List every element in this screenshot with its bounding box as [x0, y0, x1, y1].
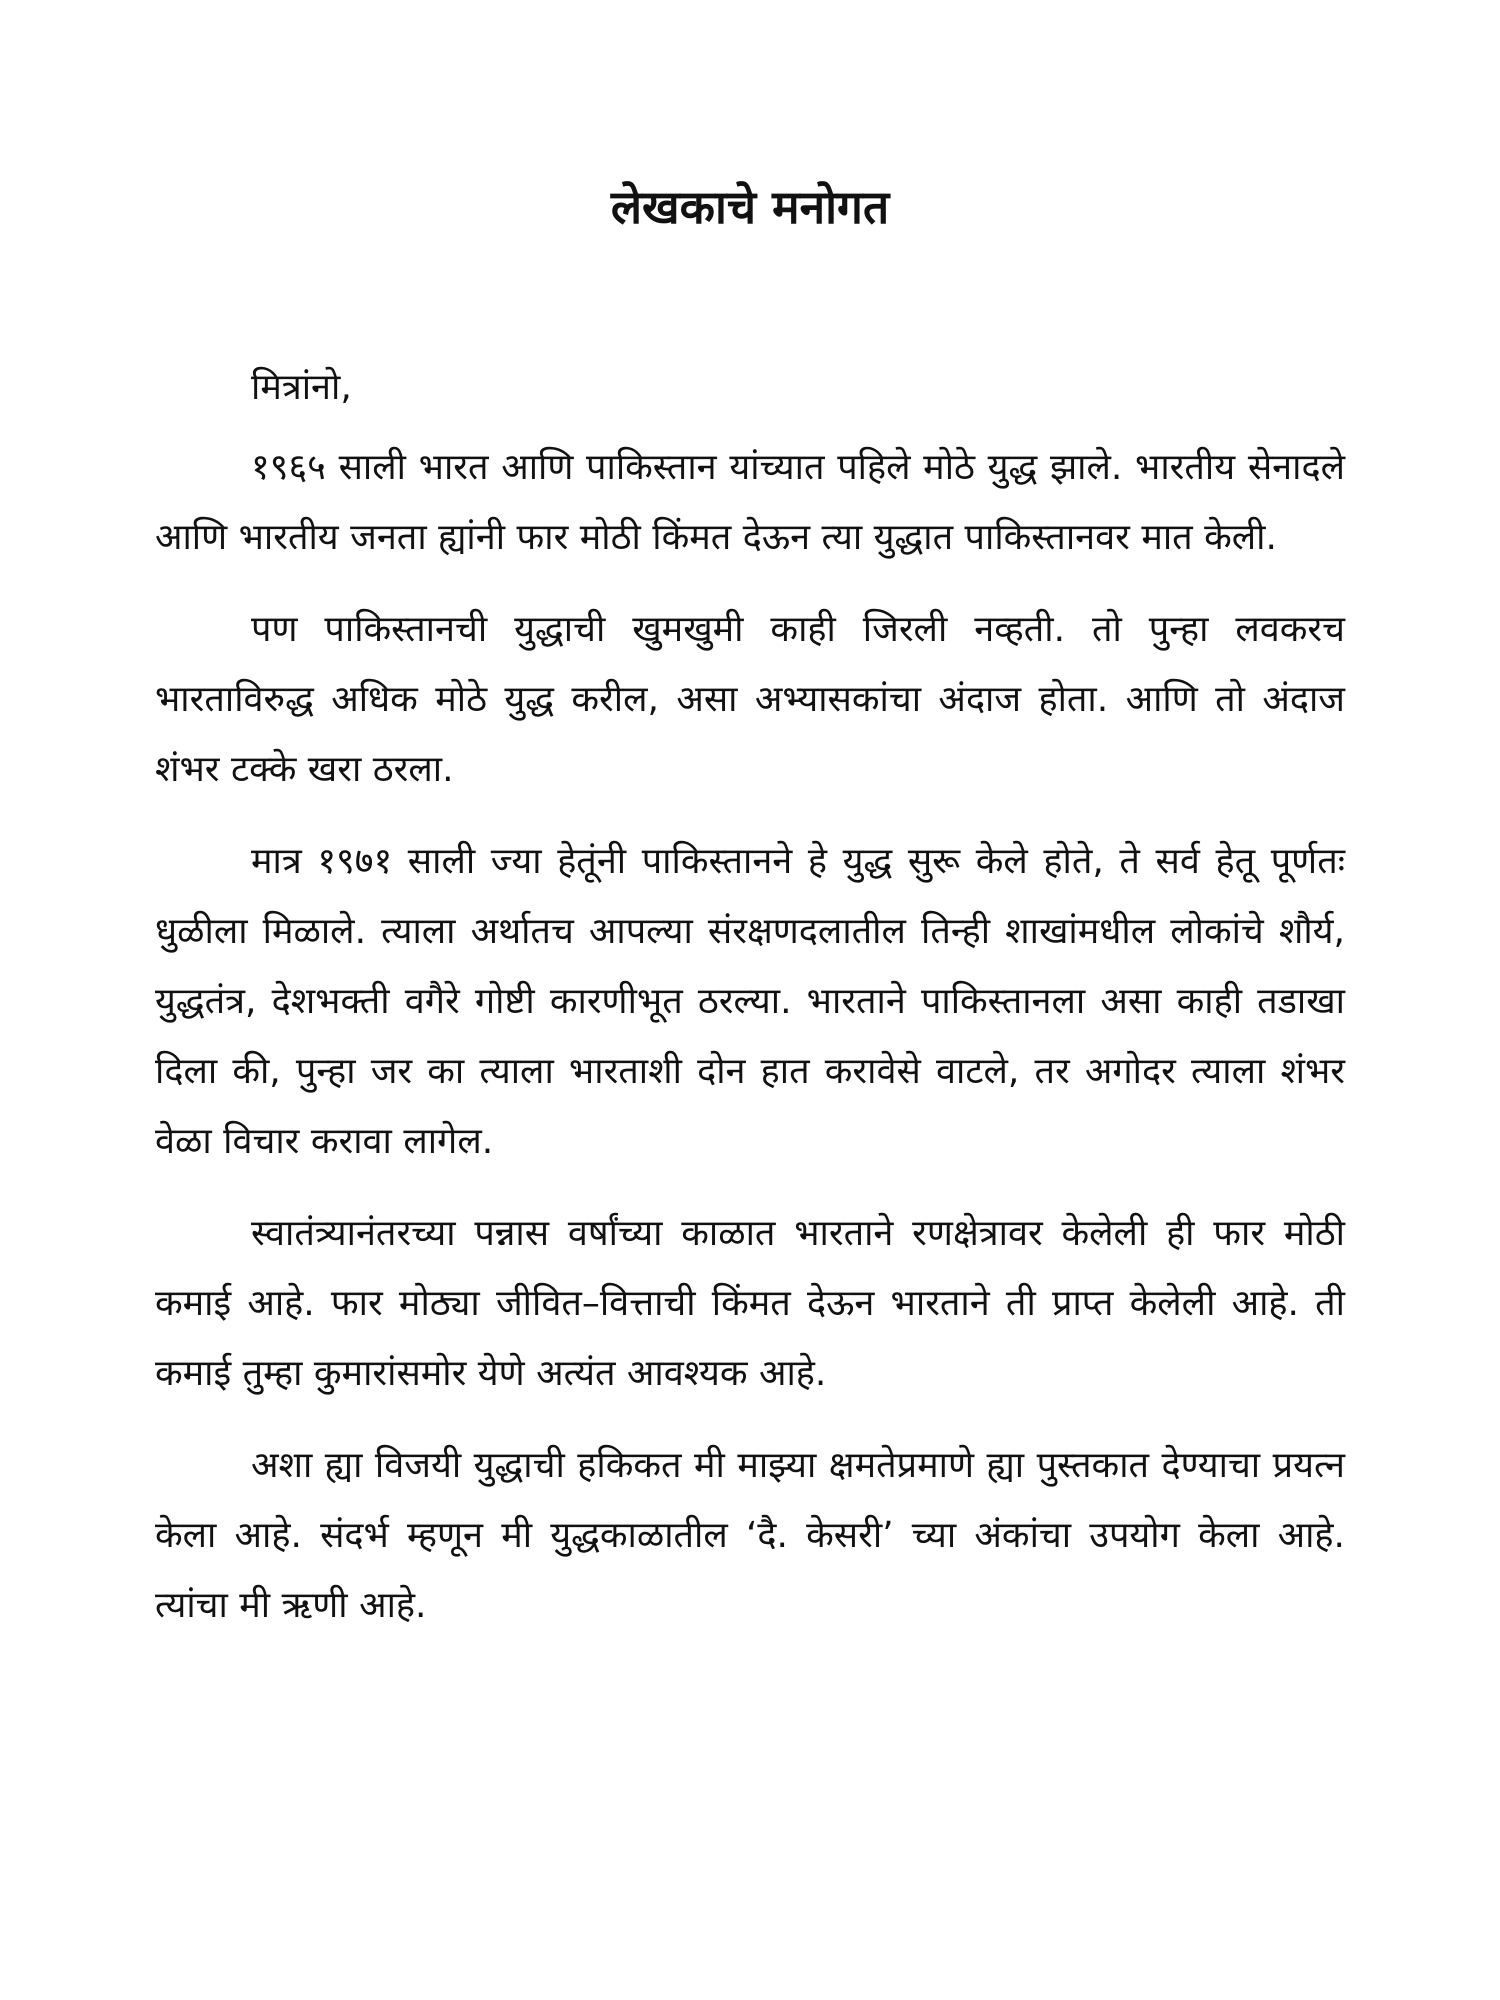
paragraph-1: १९६५ साली भारत आणि पाकिस्तान यांच्यात पहिले मोठे युद्ध झाले. भारतीय सेनादले आणि भारतीय जनता ह्यांनी फार मोठी किंमत देऊन त्या युद्धात पाकिस्तानवर मात केली.: [155, 447, 1345, 559]
paragraph-3: मात्र १९७१ साली ज्या हेतूंनी पाकिस्तानने हे युद्ध सुरू केले होते, ते सर्व हेतू पूर्णतः धुळीला मिळाले. त्याला अर्थातच आपल्या संरक्षणदलातील तिन्ही शाखांमधील लोकांचे शौर्य, युद्धतंत्र, देशभक्ती वगैरे गोष्टी कारणीभूत ठरल्या. भारताने पाकिस्तानला असा काही तडाखा दिला की, पुन्हा जर का त्याला भारताशी दोन हात करावेसे वाटले, तर अगोदर त्याला शंभर वेळा विचार करावा लागेल.: [155, 841, 1345, 1163]
paragraph-5: अशा ह्या विजयी युद्धाची हकिकत मी माझ्या क्षमतेप्रमाणे ह्या पुस्तकात देण्याचा प्रयत्न केला आहे. संदर्भ म्हणून मी युद्धकाळातील ‘दै. केसरी’ च्या अंकांचा उपयोग केला आहे. त्यांचा मी ऋणी आहे.: [155, 1445, 1345, 1627]
page-title: लेखकाचे मनोगत: [610, 180, 890, 234]
document-page: [155, 180, 1345, 1970]
paragraph-2: पण पाकिस्तानची युद्धाची खुमखुमी काही जिरली नव्हती. तो पुन्हा लवकरच भारताविरुद्ध अधिक मोठे युद्ध करील, असा अभ्यासकांचा अंदाज होता. आणि तो अंदाज शंभर टक्के खरा ठरला.: [155, 609, 1345, 791]
paragraph-4: स्वातंत्र्यानंतरच्या पन्नास वर्षांच्या काळात भारताने रणक्षेत्रावर केलेली ही फार मोठी कमाई आहे. फार मोठ्या जीवित–वित्ताची किंमत देऊन भारताने ती प्राप्त केलेली आहे. ती कमाई तुम्हा कुमारांसमोर येणे अत्यंत आवश्यक आहे.: [155, 1213, 1345, 1395]
salutation: मित्रांनो,: [251, 367, 352, 409]
